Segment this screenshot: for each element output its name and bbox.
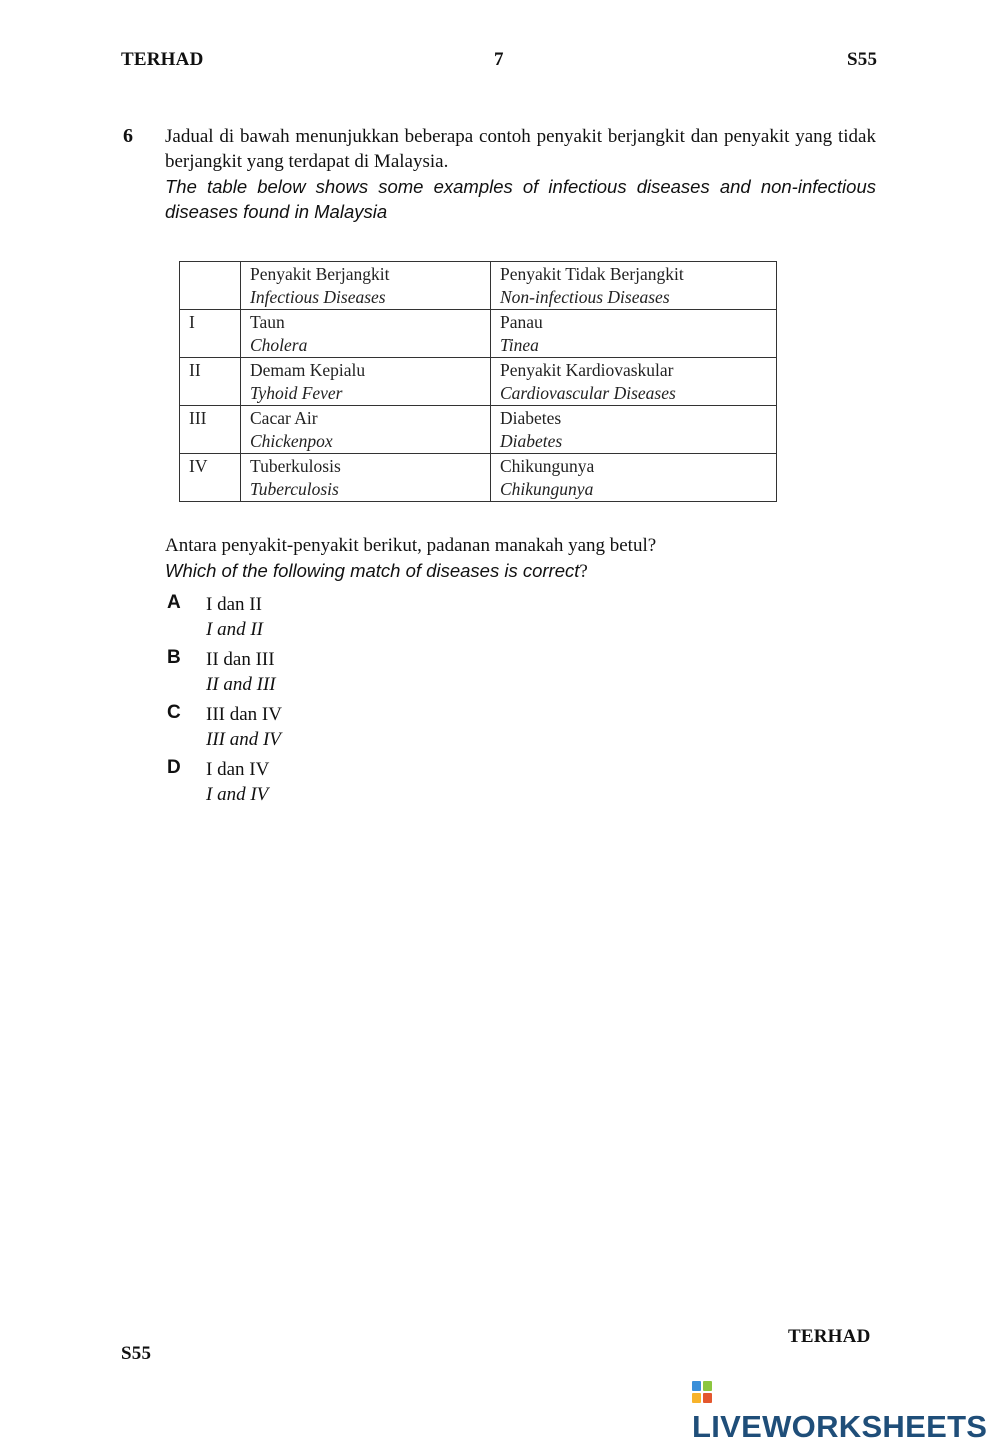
header-right: S55 (847, 49, 878, 70)
cell-ms: Panau (500, 312, 543, 332)
option-text-ms: II dan III (206, 649, 275, 670)
infectious-cell (241, 406, 491, 454)
cell-en: Tinea (500, 335, 539, 355)
footer-right: TERHAD (788, 1326, 871, 1347)
infectious-cell (241, 454, 491, 502)
header-infectious-ms: Penyakit Berjangkit (250, 264, 390, 284)
cell-en: Tyhoid Fever (250, 383, 343, 403)
prompt-en-end: ? (579, 561, 588, 582)
option-letter: B (167, 647, 181, 668)
option-letter: A (167, 592, 181, 613)
option-text-en: III and IV (206, 729, 281, 750)
table-header-blank (180, 262, 241, 310)
footer-left: S55 (121, 1343, 152, 1364)
cell-ms: Taun (250, 312, 285, 332)
table-header-row (180, 262, 777, 310)
option-text-en: I and IV (206, 784, 269, 805)
noninfectious-cell (491, 358, 777, 406)
option-text (206, 702, 282, 752)
header-left: TERHAD (121, 49, 204, 70)
option-text-ms: I dan IV (206, 759, 270, 780)
prompt-ms: Antara penyakit-penyakit berikut, padanan manakah yang betul? (165, 535, 657, 556)
liveworksheets-watermark[interactable] (692, 1373, 1000, 1445)
liveworksheets-logo-icon (692, 1381, 712, 1403)
cell-en: Tuberculosis (250, 479, 339, 499)
option-text (206, 647, 276, 697)
question-text-en: The table below shows some examples of infectious diseases and non-infectious diseases found in Malaysia (165, 176, 876, 222)
infectious-cell (241, 310, 491, 358)
cell-en: Chickenpox (250, 431, 333, 451)
question-text (165, 124, 876, 224)
cell-en: Diabetes (500, 431, 563, 451)
header-infectious-en: Infectious Diseases (250, 287, 386, 307)
question-number: 6 (123, 125, 133, 147)
cell-ms: Demam Kepialu (250, 360, 366, 380)
cell-en: Chikungunya (500, 479, 594, 499)
option-text-ms: I dan II (206, 594, 262, 615)
row-number: II (180, 358, 241, 406)
answer-prompt (165, 533, 656, 584)
table-header-infectious (241, 262, 491, 310)
cell-ms: Tuberkulosis (250, 456, 341, 476)
noninfectious-cell (491, 310, 777, 358)
option-text (206, 592, 263, 642)
noninfectious-cell (491, 454, 777, 502)
row-number: IV (180, 454, 241, 502)
diseases-table (179, 261, 777, 502)
question-text-ms: Jadual di bawah menunjukkan beberapa contoh penyakit berjangkit dan penyakit yang tidak berjangkit yang terdapat di Malaysia. (165, 126, 876, 172)
row-number: III (180, 406, 241, 454)
prompt-en: Which of the following match of diseases is correct (165, 560, 580, 581)
option-text-ms: III dan IV (206, 704, 282, 725)
table-row (180, 358, 777, 406)
table-row (180, 406, 777, 454)
header-noninfectious-en: Non-infectious Diseases (500, 287, 670, 307)
liveworksheets-text: LIVEWORKSHEETS (692, 1409, 988, 1444)
cell-ms: Cacar Air (250, 408, 318, 428)
infectious-cell (241, 358, 491, 406)
page-number: 7 (494, 49, 504, 70)
option-text-en: I and II (206, 619, 263, 640)
table-row (180, 310, 777, 358)
option-text-en: II and III (206, 674, 276, 695)
cell-ms: Penyakit Kardiovaskular (500, 360, 674, 380)
table-header-noninfectious (491, 262, 777, 310)
cell-ms: Diabetes (500, 408, 562, 428)
cell-en: Cardiovascular Diseases (500, 383, 676, 403)
option-letter: C (167, 702, 181, 723)
noninfectious-cell (491, 406, 777, 454)
cell-ms: Chikungunya (500, 456, 595, 476)
table-row (180, 454, 777, 502)
option-text (206, 757, 269, 807)
cell-en: Cholera (250, 335, 308, 355)
header-noninfectious-ms: Penyakit Tidak Berjangkit (500, 264, 684, 284)
option-letter: D (167, 757, 181, 778)
row-number: I (180, 310, 241, 358)
